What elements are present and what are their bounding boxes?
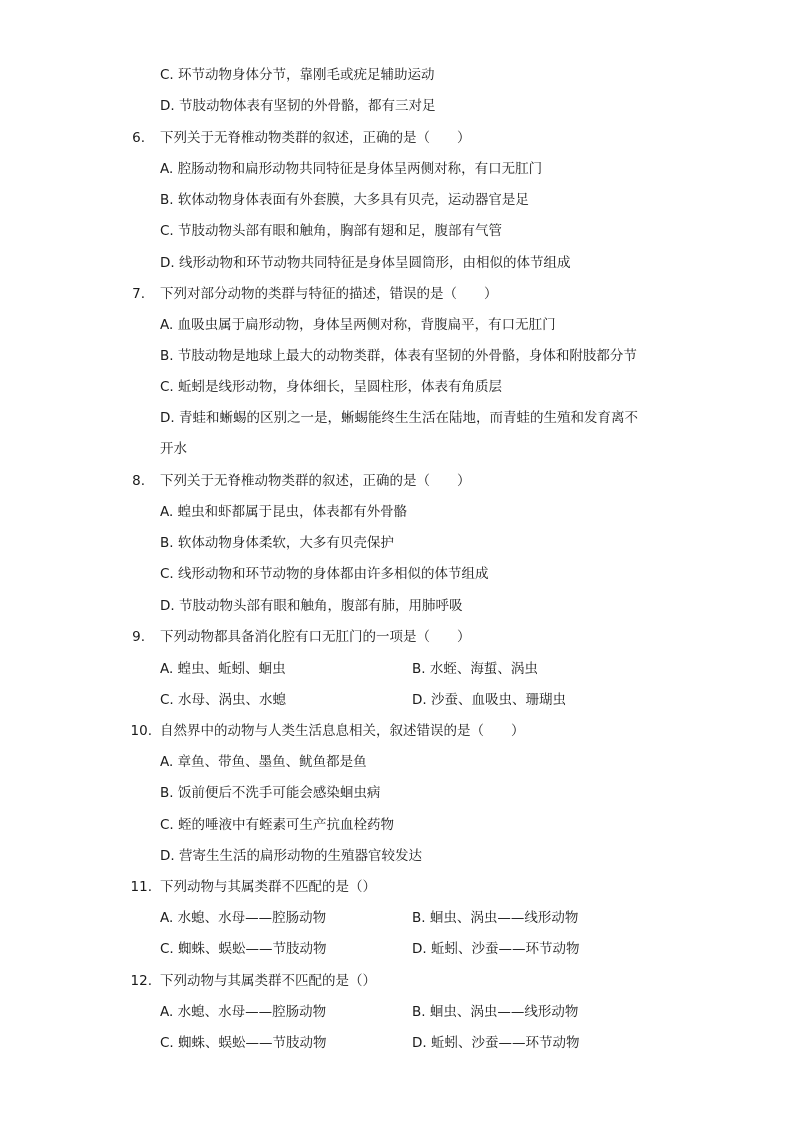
option-d: D. 节肢动物头部有眼和触角，腹部有肺，用肺呼吸: [160, 598, 463, 614]
option-b: B. 水蛭、海蜇、涡虫: [412, 661, 538, 677]
question-number: 9.: [132, 629, 145, 645]
option-d: D. 线形动物和环节动物共同特征是身体呈圆筒形，由相似的体节组成: [160, 255, 571, 271]
option-c: C. 水母、涡虫、水螅: [160, 692, 287, 708]
question-stem: 下列动物与其属类群不匹配的是（）: [160, 879, 376, 895]
option-a: A. 水螅、水母——腔肠动物: [160, 1004, 327, 1020]
question-stem: 自然界中的动物与人类生活息息相关，叙述错误的是（ ）: [160, 723, 525, 739]
option-5d: D. 节肢动物体表有坚韧的外骨骼，都有三对足: [160, 98, 436, 114]
option-a: A. 蝗虫、蚯蚓、蛔虫: [160, 661, 286, 677]
option-a: A. 章鱼、带鱼、墨鱼、鱿鱼都是鱼: [160, 754, 367, 770]
option-d: D. 营寄生生活的扁形动物的生殖器官较发达: [160, 848, 422, 864]
option-a: A. 腔肠动物和扁形动物共同特征是身体呈两侧对称，有口无肛门: [160, 161, 543, 177]
option-d: D. 沙蚕、血吸虫、珊瑚虫: [412, 692, 566, 708]
option-b: B. 软体动物身体柔软，大多有贝壳保护: [160, 535, 394, 551]
option-c: C. 蚯蚓是线形动物，身体细长，呈圆柱形，体表有角质层: [160, 379, 503, 395]
question-stem: 下列对部分动物的类群与特征的描述，错误的是（ ）: [160, 286, 498, 302]
option-5c: C. 环节动物身体分节，靠刚毛或疣足辅助运动: [160, 67, 435, 83]
option-d: D. 蚯蚓、沙蚕——环节动物: [412, 941, 580, 957]
question-stem: 下列关于无脊椎动物类群的叙述，正确的是（ ）: [160, 473, 471, 489]
option-a: A. 血吸虫属于扁形动物，身体呈两侧对称，背腹扁平，有口无肛门: [160, 317, 556, 333]
option-d-continued: 开水: [160, 441, 187, 457]
option-c: C. 线形动物和环节动物的身体都由许多相似的体节组成: [160, 566, 489, 582]
option-a: A. 水螅、水母——腔肠动物: [160, 910, 327, 926]
option-b: B. 饭前便后不洗手可能会感染蛔虫病: [160, 785, 381, 801]
question-number: 8.: [132, 473, 145, 489]
option-a: A. 蝗虫和虾都属于昆虫，体表都有外骨骼: [160, 504, 408, 520]
question-stem: 下列关于无脊椎动物类群的叙述，正确的是（ ）: [160, 130, 471, 146]
question-stem: 下列动物与其属类群不匹配的是（）: [160, 973, 376, 989]
question-number: 10.: [130, 723, 152, 739]
option-c: C. 蛭的唾液中有蛭素可生产抗血栓药物: [160, 817, 395, 833]
question-number: 11.: [130, 879, 152, 895]
question-number: 7.: [132, 286, 145, 302]
question-number: 6.: [132, 130, 145, 146]
option-c: C. 蜘蛛、蜈蚣——节肢动物: [160, 941, 327, 957]
option-c: C. 蜘蛛、蜈蚣——节肢动物: [160, 1035, 327, 1051]
question-stem: 下列动物都具备消化腔有口无肛门的一项是（ ）: [160, 629, 471, 645]
option-d: D. 蚯蚓、沙蚕——环节动物: [412, 1035, 580, 1051]
option-b: B. 软体动物身体表面有外套膜，大多具有贝壳，运动器官是足: [160, 192, 529, 208]
question-number: 12.: [130, 973, 152, 989]
option-c: C. 节肢动物头部有眼和触角，胸部有翅和足，腹部有气管: [160, 223, 503, 239]
option-b: B. 蛔虫、涡虫——线形动物: [412, 910, 579, 926]
option-d: D. 青蛙和蜥蜴的区别之一是，蜥蜴能终生生活在陆地，而青蛙的生殖和发育离不: [160, 410, 638, 426]
option-b: B. 蛔虫、涡虫——线形动物: [412, 1004, 579, 1020]
option-b: B. 节肢动物是地球上最大的动物类群，体表有坚韧的外骨骼，身体和附肢都分节: [160, 348, 637, 364]
